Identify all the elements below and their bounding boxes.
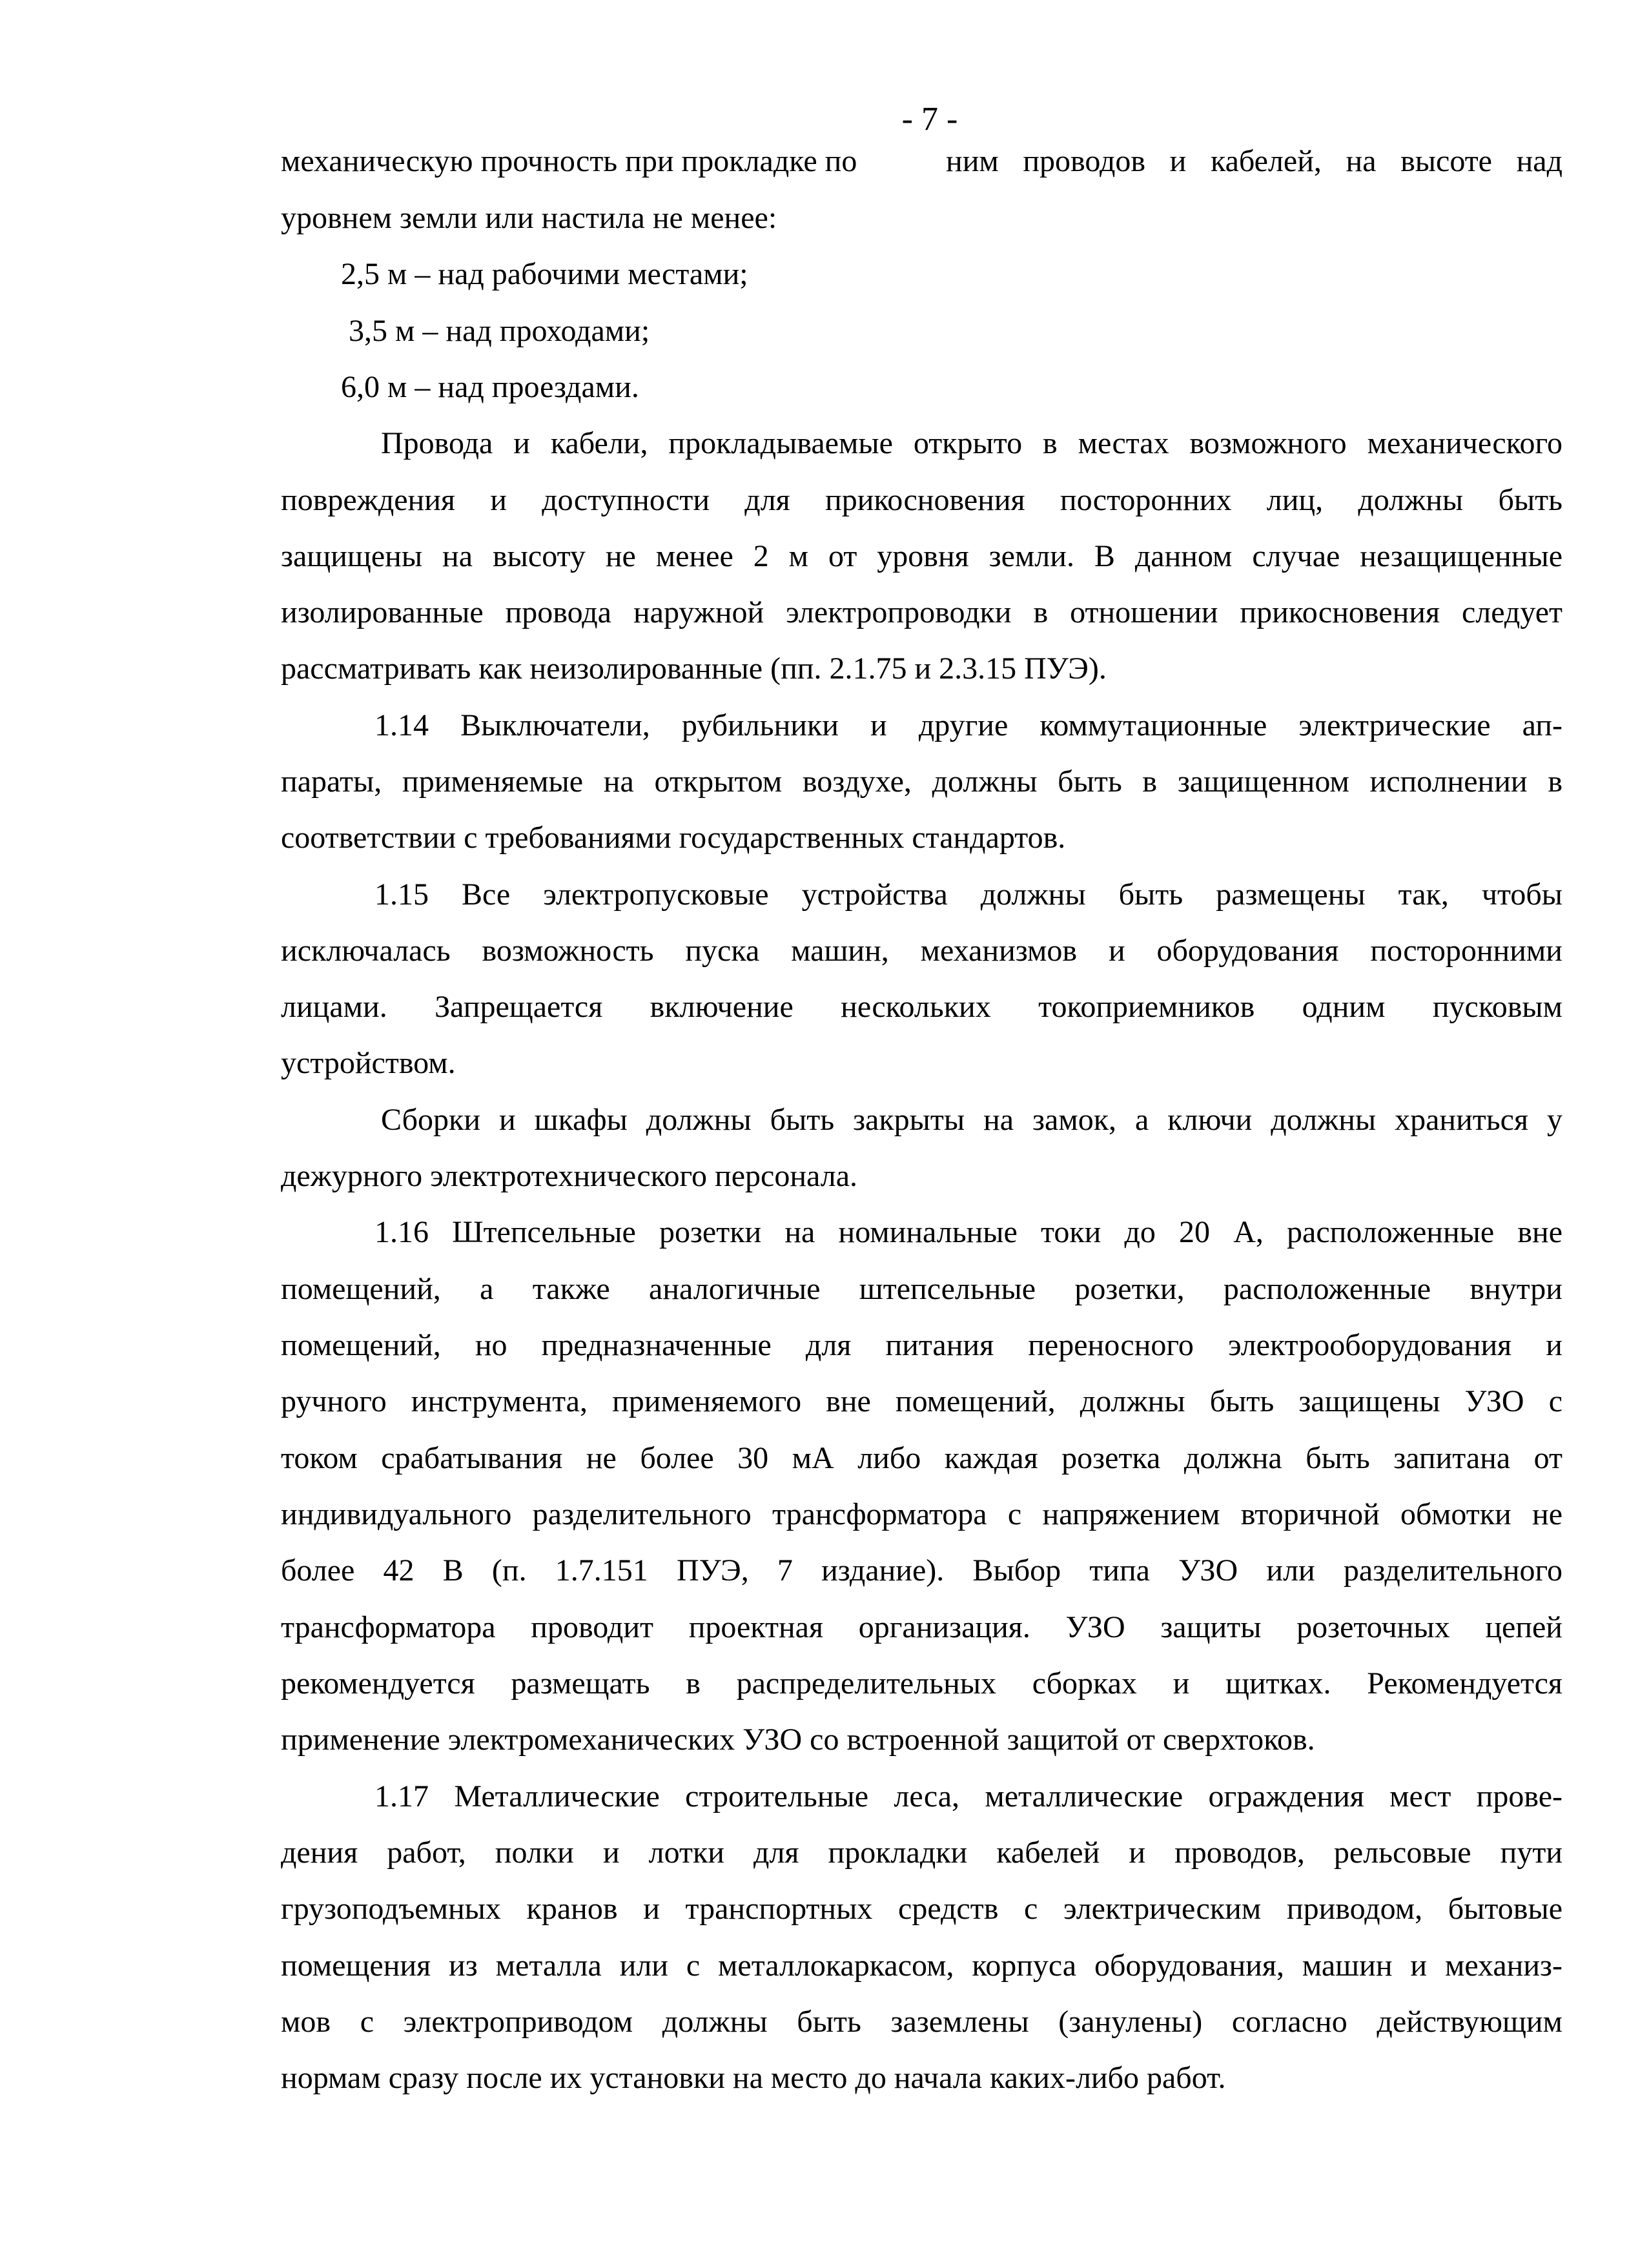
section-1-16-line-8: трансформатора проводит проектная организация. УЗО защиты розеточных цепей [281,1610,1562,1644]
section-1-15-line-4: устройством. [281,1046,456,1080]
protect-line-1: Провода и кабели, прокладываемые открыто в местах возможного механического [381,426,1562,460]
intro-line-1-right: ним проводов и кабелей, на высоте над [946,144,1562,178]
section-1-17-line-6: нормам сразу после их установки на место до начала каких-либо работ. [281,2061,1226,2095]
section-1-16-line-1: 1.16 Штепсельные розетки на номинальные токи до 20 А, расположенные вне [374,1215,1562,1249]
locks-line-2: дежурного электротехнического персонала. [281,1159,857,1193]
section-1-15-line-3: лицами. Запрещается включение нескольких токоприемников одним пусковым [281,990,1562,1024]
section-1-16-line-10: применение электромеханических УЗО со встроенной защитой от сверхтоков. [281,1722,1315,1757]
section-1-15-line-2: исключалась возможность пуска машин, механизмов и оборудования посторонними [281,934,1562,968]
section-1-17-line-3: грузоподъемных кранов и транспортных средств с электрическим приводом, бытовые [281,1892,1562,1926]
intro-line-2: уровнем земли или настила не менее: [281,201,777,235]
protect-line-4: изолированные провода наружной электропроводки в отношении прикосновения следует [281,595,1562,629]
height-item-driveways: 6,0 м – над проездами. [341,370,639,404]
height-item-working: 2,5 м – над рабочими местами; [341,257,748,291]
section-1-16-line-6: индивидуального разделительного трансформатора с напряжением вторичной обмотки не [281,1497,1562,1531]
section-1-16-line-3: помещений, но предназначенные для питания переносного электрооборудования и [281,1328,1562,1362]
section-1-16-line-7: более 42 В (п. 1.7.151 ПУЭ, 7 издание). Выбор типа УЗО или разделительного [281,1553,1562,1588]
locks-line-1: Сборки и шкафы должны быть закрыты на замок, а ключи должны храниться у [381,1103,1562,1137]
section-1-14-line-1: 1.14 Выключатели, рубильники и другие коммутационные электрические ап- [374,708,1562,742]
section-1-17-line-5: мов с электроприводом должны быть заземлены (занулены) согласно действующим [281,2005,1562,2039]
protect-line-5: рассматривать как неизолированные (пп. 2.1.75 и 2.3.15 ПУЭ). [281,651,1107,686]
protect-line-3: защищены на высоту не менее 2 м от уровня земли. В данном случае незащищенные [281,539,1562,573]
section-1-14-line-2: параты, применяемые на открытом воздухе, должны быть в защищенном исполнении в [281,764,1562,799]
section-1-16-line-2: помещений, а также аналогичные штепсельные розетки, расположенные внутри [281,1272,1562,1306]
section-1-16-line-9: рекомендуется размещать в распределительных сборках и щитках. Рекомендуется [281,1666,1562,1701]
intro-line-1-left: механическую прочность при прокладке по [281,144,857,178]
section-1-15-line-1: 1.15 Все электропусковые устройства должны быть размещены так, чтобы [374,877,1562,912]
protect-line-2: повреждения и доступности для прикосновения посторонних лиц, должны быть [281,483,1562,517]
page-number: - 7 - [901,101,958,138]
section-1-17-line-1: 1.17 Металлические строительные леса, металлические ограждения мест прове- [374,1779,1562,1813]
section-1-16-line-4: ручного инструмента, применяемого вне помещений, должны быть защищены УЗО с [281,1384,1562,1418]
height-item-passages: 3,5 м – над проходами; [349,314,650,348]
section-1-17-line-4: помещения из металла или с металлокаркасом, корпуса оборудования, машин и механиз- [281,1948,1562,1983]
section-1-17-line-2: дения работ, полки и лотки для прокладки кабелей и проводов, рельсовые пути [281,1835,1562,1870]
section-1-16-line-5: током срабатывания не более 30 мА либо каждая розетка должна быть запитана от [281,1441,1562,1475]
section-1-14-line-3: соответствии с требованиями государственных стандартов. [281,821,1066,855]
